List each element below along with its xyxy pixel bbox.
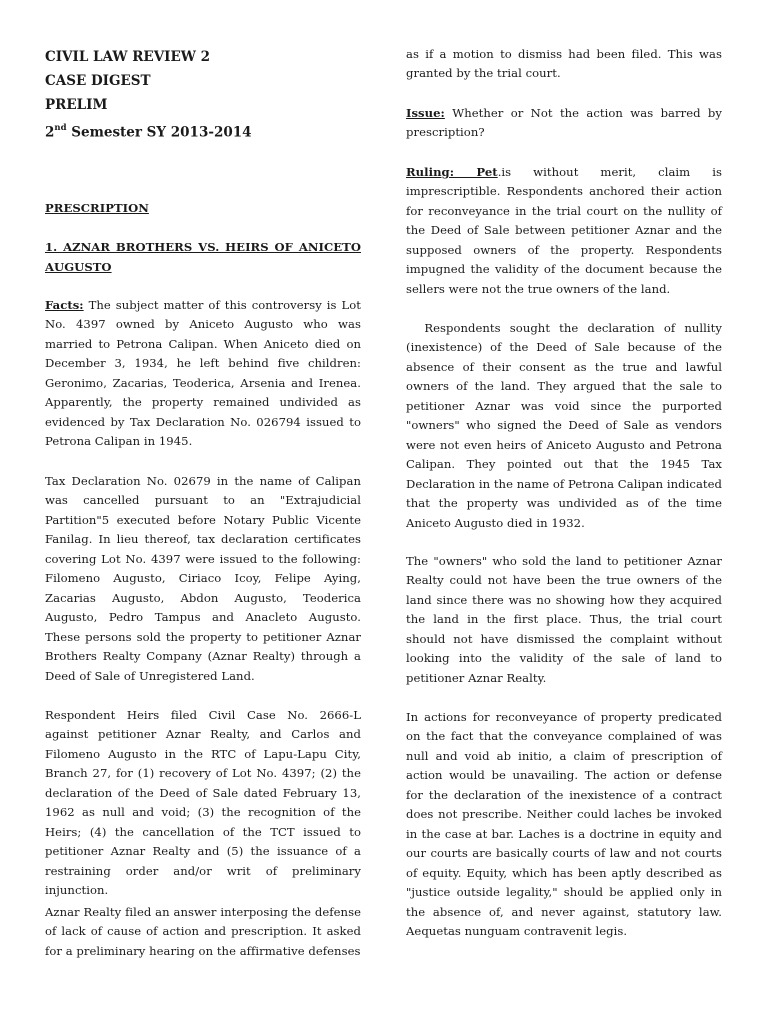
ruling-text: .is without merit, claim is imprescriptible. Respondents anchored their action for reconveyance in the trial court on the nullity of the Deed of Sale between petitioner Aznar and the supposed owners of the property. Respondents impugned the validity of the document because the sellers were not the true owners of the land. xyxy=(406,165,722,296)
facts-paragraph-2: Tax Declaration No. 02679 in the name of Calipan was cancelled pursuant to an "Extrajudicial Partition"5 executed before Notary Public Vicente Fanilag. In lieu thereof, tax declaration certificates covering Lot No. 4397 were issued to the following: Filomeno Augusto, Ciriaco Icoy, Felipe Aying, Zacarias Augusto, Abdon Augusto, Teoderica Augusto, Pedro Tampus and Anacleto Augusto. These persons sold the property to petitioner Aznar Brothers Realty Company (Aznar Realty) through a Deed of Sale of Unregistered Land. xyxy=(45,474,361,683)
facts-paragraph-4: Aznar Realty filed an answer interposing the defense of lack of cause of action and prescription. It asked for a preliminary hearing on the affirmative defenses xyxy=(45,905,361,958)
issue-paragraph xyxy=(406,104,722,143)
issue-text: Whether or Not the action was barred by prescription? xyxy=(406,106,722,140)
course-title: CIVIL LAW REVIEW 2 xyxy=(45,49,211,65)
semester-number: 2 xyxy=(45,124,55,141)
issue-label: Issue: xyxy=(406,106,445,120)
facts-paragraph-3: Respondent Heirs filed Civil Case No. 2666-L against petitioner Aznar Realty, and Carlos and Filomeno Augusto in the RTC of Lapu-Lapu City, Branch 27, for (1) recovery of Lot No. 4397; (2) the declaration of the Deed of Sale dated February 13, 1962 as null and void; (3) the recognition of the Heirs; (4) the cancellation of the TCT issued to petitioner Aznar Realty and (5) the issuance of a restraining order and/or writ of preliminary injunction. xyxy=(45,708,361,898)
ruling-label: Ruling: Pet xyxy=(406,165,498,179)
case-title: 1. AZNAR BROTHERS VS. HEIRS OF ANICETO AUGUSTO xyxy=(45,240,361,274)
facts-paragraph xyxy=(45,296,361,452)
ruling-paragraph-3: The "owners" who sold the land to petitioner Aznar Realty could not have been the true owners of the land since there was no showing how they acquired the land in the first place. Thus, the trial court should not have dismissed the complaint without looking into the validity of the sale of land to petitioner Aznar Realty. xyxy=(406,554,722,685)
ruling-paragraph-2: Respondents sought the declaration of nullity (inexistence) of the Deed of Sale because of the absence of their consent as the true and lawful owners of the land. They argued that the sale to petitioner Aznar was void since the purported "owners" who signed the Deed of Sale as vendors were not even heirs of Aniceto Augusto and Petrona Calipan. They pointed out that the 1945 Tax Declaration in the name of Petrona Calipan indicated that the property was undivided as of the time Aniceto Augusto died in 1932. xyxy=(406,321,726,530)
semester-line xyxy=(45,121,375,142)
facts-continuation: as if a motion to dismiss had been filed. This was granted by the trial court. xyxy=(406,47,722,81)
facts-text: The subject matter of this controversy is Lot No. 4397 owned by Aniceto Augusto who was married to Petrona Calipan. When Aniceto died on December 3, 1934, he left behind five children: Geronimo, Zacarias, Teoderica, Arsenia and Irenea. Apparently, the property remained undivided as evidenced by Tax Declaration No. 026794 issued to Petrona Calipan in 1945. xyxy=(45,298,361,449)
ruling-paragraph-4: In actions for reconveyance of property predicated on the fact that the conveyance complained of was null and void ab initio, a claim of prescription of action would be unavailing. The action or defense for the declaration of the inexistence of a contract does not prescribe. Neither could laches be invoked in the case at bar. Laches is a doctrine in equity and our courts are basically courts of law and not courts of equity. Equity, which has been aptly described as "justice outside legality," should be applied only in the absence of, and never against, statutory law. Aequetas nunguam contravenit legis. xyxy=(406,710,722,938)
semester-text: Semester SY 2013-2014 xyxy=(66,124,252,141)
document-type: CASE DIGEST xyxy=(45,73,151,89)
exam-period: PRELIM xyxy=(45,97,108,113)
ruling-paragraph xyxy=(406,163,722,299)
facts-label: Facts: xyxy=(45,298,84,312)
section-title: PRESCRIPTION xyxy=(45,201,149,215)
semester-ordinal: nd xyxy=(54,123,67,133)
